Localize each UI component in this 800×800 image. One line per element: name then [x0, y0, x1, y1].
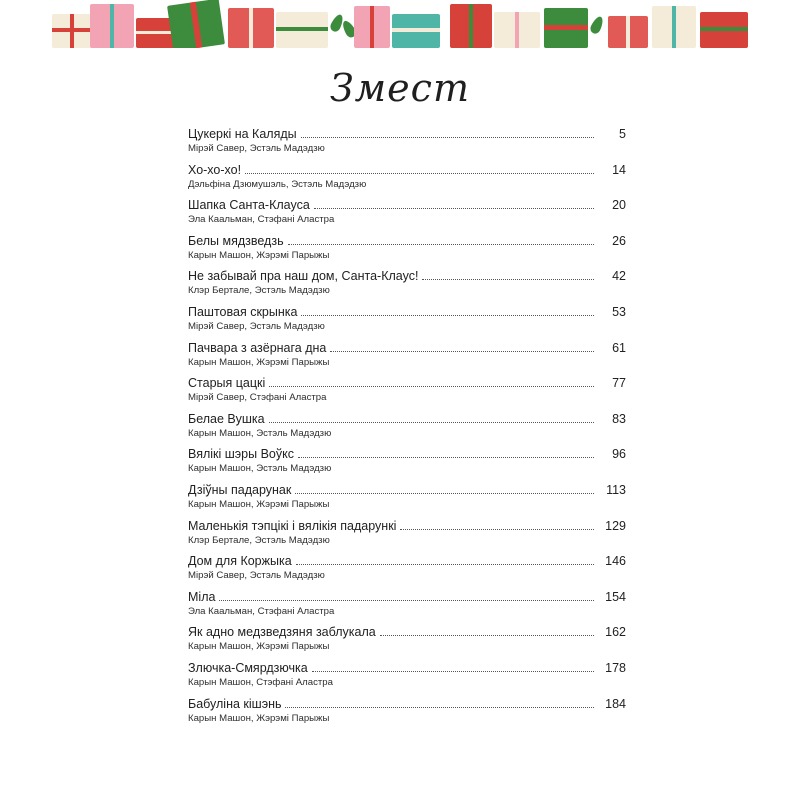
gift-box-icon	[494, 12, 540, 48]
toc-entry-title: Белы мядзведзь	[188, 233, 284, 248]
toc-entry[interactable]	[188, 553, 626, 589]
toc-entry-title: Міла	[188, 589, 216, 604]
gift-banner-illustration	[52, 0, 748, 48]
toc-entry-authors: Карын Машон, Стэфані Аластра	[188, 676, 333, 688]
toc-entry-row	[188, 375, 626, 391]
gift-box-icon	[167, 0, 225, 48]
toc-entry-row	[188, 624, 626, 640]
dot-leader	[288, 244, 594, 245]
toc-entry[interactable]	[188, 660, 626, 696]
toc-entry-title: Пачвара з азёрнага дна	[188, 340, 327, 355]
gift-box-icon	[52, 14, 92, 48]
toc-entry-row	[188, 197, 626, 213]
toc-entry-page: 96	[612, 447, 626, 462]
toc-entry-page: 154	[605, 589, 626, 604]
toc-entry-authors: Клэр Бертале, Эстэль Мадэдзю	[188, 285, 330, 297]
toc-entry-authors: Мірэй Савер, Эстэль Мадэдзю	[188, 570, 325, 582]
toc-entry[interactable]	[188, 624, 626, 660]
toc-entry[interactable]	[188, 411, 626, 447]
dot-leader	[301, 315, 594, 316]
toc-entry-title: Цукеркі на Каляды	[188, 127, 297, 141]
gift-box-icon	[276, 12, 328, 48]
toc-entry-title: Белае Вушка	[188, 411, 265, 426]
dot-leader	[314, 208, 594, 209]
toc-entry-row	[188, 411, 626, 427]
toc-entry-page: 42	[612, 269, 626, 284]
dot-leader	[269, 386, 594, 387]
toc-entry-authors: Клэр Бертале, Эстэль Мадэдзю	[188, 534, 330, 546]
toc-entry-authors: Карын Машон, Жэрэмі Парыжы	[188, 249, 330, 261]
toc-entry-row	[188, 446, 626, 462]
toc-entry-page: 162	[605, 625, 626, 640]
gift-box-icon	[228, 8, 274, 48]
toc-entry-title: Хо-хо-хо!	[188, 162, 242, 177]
toc-entry-authors: Карын Машон, Эстэль Мадэдзю	[188, 427, 332, 439]
toc-entry-authors: Карын Машон, Эстэль Мадэдзю	[188, 463, 332, 475]
toc-entry-page: 14	[612, 162, 626, 177]
toc-entry-page: 53	[612, 304, 626, 319]
toc-entry-title: Як адно медзведзяня заблукала	[188, 625, 376, 640]
toc-entry-row	[188, 162, 626, 178]
table-of-contents	[188, 126, 626, 731]
toc-entry-page: 20	[612, 198, 626, 213]
toc-entry-authors: Карын Машон, Жэрэмі Парыжы	[188, 712, 330, 724]
toc-entry-authors: Дэльфіна Дзюмушэль, Эстэль Мадэдзю	[188, 178, 367, 190]
toc-entry-row	[188, 553, 626, 569]
dot-leader	[400, 529, 594, 530]
toc-entry-title: Маленькія тэпцікі і вялікія падарункі	[188, 518, 397, 533]
toc-entry[interactable]	[188, 482, 626, 518]
toc-entry[interactable]	[188, 233, 626, 269]
toc-entry-page: 146	[605, 554, 626, 569]
toc-entry-authors: Эла Каальман, Стэфані Аластра	[188, 605, 335, 617]
toc-entry-page: 83	[612, 411, 626, 426]
dot-leader	[245, 173, 594, 174]
toc-entry-row	[188, 518, 626, 534]
dot-leader	[219, 600, 594, 601]
gift-box-icon	[392, 14, 440, 48]
toc-entry[interactable]	[188, 589, 626, 625]
dot-leader	[380, 635, 594, 636]
toc-entry-row	[188, 233, 626, 249]
toc-entry[interactable]	[188, 197, 626, 233]
toc-entry[interactable]	[188, 518, 626, 554]
toc-entry-page: 61	[612, 340, 626, 355]
toc-entry-authors: Мірэй Савер, Эстэль Мадэдзю	[188, 143, 325, 154]
gift-box-icon	[652, 6, 696, 48]
dot-leader	[295, 493, 594, 494]
toc-entry[interactable]	[188, 340, 626, 376]
toc-entry-authors: Мірэй Савер, Эстэль Мадэдзю	[188, 320, 325, 332]
toc-entry[interactable]	[188, 375, 626, 411]
toc-entry-row	[188, 696, 626, 712]
dot-leader	[312, 671, 594, 672]
gift-box-icon	[700, 12, 748, 48]
toc-entry-row	[188, 482, 626, 498]
dot-leader	[269, 422, 594, 423]
toc-entry-authors: Карын Машон, Жэрэмі Парыжы	[188, 498, 330, 510]
dot-leader	[330, 351, 594, 352]
toc-entry[interactable]	[188, 126, 626, 162]
toc-entry-title: Старыя цацкі	[188, 376, 266, 391]
toc-entry-page: 184	[605, 696, 626, 711]
toc-entry-page: 178	[605, 660, 626, 675]
toc-entry-row	[188, 268, 626, 284]
gift-box-icon	[450, 4, 492, 48]
toc-entry-row	[188, 589, 626, 605]
dot-leader	[296, 564, 594, 565]
dot-leader	[422, 279, 594, 280]
toc-entry-title: Дзіўны падарунак	[188, 482, 292, 497]
toc-entry-row	[188, 340, 626, 356]
toc-entry[interactable]	[188, 268, 626, 304]
toc-entry-authors: Эла Каальман, Стэфані Аластра	[188, 214, 335, 226]
gift-box-icon	[90, 4, 134, 48]
toc-entry-title: Дом для Коржыка	[188, 554, 292, 569]
toc-entry-row	[188, 660, 626, 676]
toc-entry-title: Вялікі шэры Воўкс	[188, 447, 294, 462]
toc-entry-page: 113	[606, 482, 626, 497]
dot-leader	[301, 137, 594, 138]
toc-entry-authors: Карын Машон, Жэрэмі Парыжы	[188, 641, 330, 653]
gift-box-icon	[544, 8, 588, 48]
toc-entry[interactable]	[188, 446, 626, 482]
dot-leader	[298, 457, 594, 458]
toc-entry-title: Злючка-Смярдзючка	[188, 660, 308, 675]
toc-entry[interactable]	[188, 304, 626, 340]
toc-entry-title: Паштовая скрынка	[188, 304, 298, 319]
toc-entry-page: 129	[605, 518, 626, 533]
toc-entry-authors: Мірэй Савер, Стэфані Аластра	[188, 392, 327, 404]
toc-entry[interactable]	[188, 162, 626, 198]
toc-entry-row	[188, 304, 626, 320]
toc-entry-authors: Карын Машон, Жэрэмі Парыжы	[188, 356, 330, 368]
toc-entry-title: Не забывай пра наш дом, Санта-Клаус!	[188, 269, 419, 284]
toc-entry-page: 26	[612, 233, 626, 248]
leaf-icon	[589, 15, 606, 36]
dot-leader	[285, 707, 594, 708]
toc-entry-row	[188, 126, 626, 142]
toc-entry-title: Бабуліна кішэнь	[188, 696, 282, 711]
gift-box-icon	[354, 6, 390, 48]
gift-box-icon	[608, 16, 648, 48]
toc-entry-page: 77	[612, 376, 626, 391]
toc-entry[interactable]	[188, 696, 626, 732]
toc-entry-page: 5	[619, 127, 626, 141]
toc-entry-title: Шапка Санта-Клауса	[188, 198, 310, 213]
page-title: Змест	[330, 66, 470, 110]
